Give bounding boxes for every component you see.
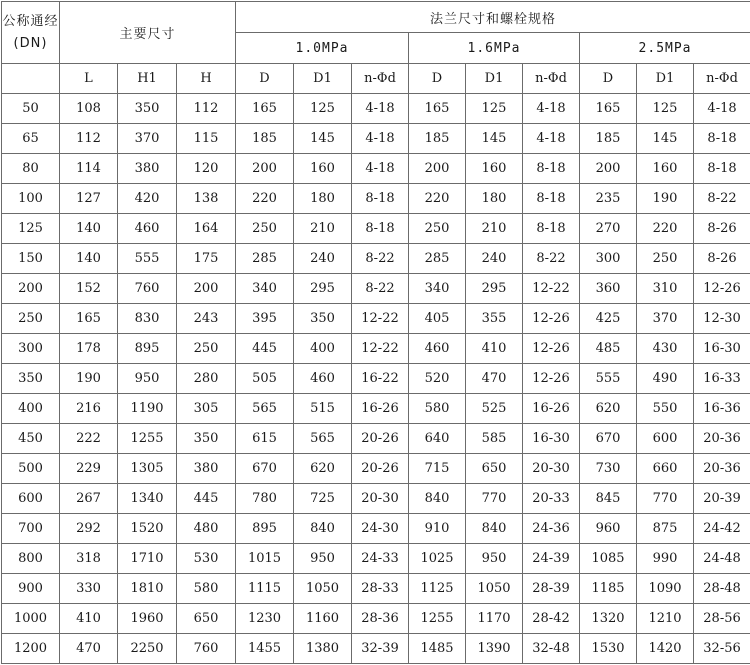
table-cell: 200 <box>409 154 466 184</box>
table-cell: 240 <box>466 244 523 274</box>
dn-cell: 900 <box>2 574 60 604</box>
table-cell: 12-26 <box>523 304 580 334</box>
table-cell: 525 <box>466 394 523 424</box>
table-cell: 220 <box>409 184 466 214</box>
table-cell: 28-36 <box>352 604 409 634</box>
table-cell: 460 <box>118 214 177 244</box>
dn-cell: 50 <box>2 94 60 124</box>
table-cell: 430 <box>637 334 694 364</box>
table-row <box>2 364 750 394</box>
table-cell: 185 <box>409 124 466 154</box>
table-cell: 565 <box>294 424 352 454</box>
dn-cell: 100 <box>2 184 60 214</box>
table-row <box>2 94 750 124</box>
table-cell: 1015 <box>236 544 294 574</box>
table-cell: 845 <box>580 484 637 514</box>
header-row-3 <box>2 64 750 94</box>
table-cell: 222 <box>60 424 118 454</box>
table-cell: 350 <box>294 304 352 334</box>
table-cell: 1305 <box>118 454 177 484</box>
table-cell: 580 <box>177 574 236 604</box>
table-cell: 12-26 <box>523 334 580 364</box>
table-cell: 405 <box>409 304 466 334</box>
column-header-cell <box>2 64 60 94</box>
table-row <box>2 484 750 514</box>
table-cell: 220 <box>236 184 294 214</box>
table-cell: 12-30 <box>694 304 750 334</box>
table-cell: 185 <box>236 124 294 154</box>
table-cell: 350 <box>177 424 236 454</box>
table-cell: 910 <box>409 514 466 544</box>
table-cell: 145 <box>466 124 523 154</box>
table-cell: 8-22 <box>352 274 409 304</box>
table-cell: 1380 <box>294 634 352 664</box>
table-cell: 360 <box>580 274 637 304</box>
table-cell: 20-30 <box>352 484 409 514</box>
table-cell: 20-26 <box>352 424 409 454</box>
table-cell: 1810 <box>118 574 177 604</box>
table-cell: 1050 <box>466 574 523 604</box>
table-cell: 425 <box>580 304 637 334</box>
table-cell: 1530 <box>580 634 637 664</box>
table-row <box>2 214 750 244</box>
dn-cell: 1000 <box>2 604 60 634</box>
column-header-d: D <box>580 64 637 94</box>
table-cell: 200 <box>236 154 294 184</box>
table-cell: 180 <box>294 184 352 214</box>
table-cell: 950 <box>466 544 523 574</box>
column-header-d1: D1 <box>637 64 694 94</box>
table-cell: 108 <box>60 94 118 124</box>
table-body <box>2 94 750 664</box>
table-cell: 650 <box>177 604 236 634</box>
table-cell: 8-18 <box>352 184 409 214</box>
dn-cell: 65 <box>2 124 60 154</box>
table-cell: 112 <box>177 94 236 124</box>
table-cell: 760 <box>118 274 177 304</box>
dn-cell: 300 <box>2 334 60 364</box>
table-cell: 8-18 <box>523 214 580 244</box>
table-cell: 1050 <box>294 574 352 604</box>
table-cell: 670 <box>236 454 294 484</box>
table-cell: 4-18 <box>523 124 580 154</box>
table-cell: 875 <box>637 514 694 544</box>
table-cell: 16-22 <box>352 364 409 394</box>
header-row-1 <box>2 2 750 33</box>
table-cell: 12-22 <box>523 274 580 304</box>
table-cell: 380 <box>118 154 177 184</box>
dn-cell: 1200 <box>2 634 60 664</box>
table-cell: 1185 <box>580 574 637 604</box>
table-cell: 960 <box>580 514 637 544</box>
table-cell: 20-33 <box>523 484 580 514</box>
column-header-h1: H1 <box>118 64 177 94</box>
table-cell: 28-39 <box>523 574 580 604</box>
table-cell: 165 <box>409 94 466 124</box>
table-cell: 1125 <box>409 574 466 604</box>
table-cell: 190 <box>60 364 118 394</box>
table-cell: 8-22 <box>352 244 409 274</box>
dn-cell: 500 <box>2 454 60 484</box>
table-row <box>2 634 750 664</box>
table-cell: 355 <box>466 304 523 334</box>
table-cell: 267 <box>60 484 118 514</box>
table-cell: 28-48 <box>694 574 750 604</box>
table-cell: 125 <box>637 94 694 124</box>
table-cell: 20-36 <box>694 424 750 454</box>
table-cell: 16-33 <box>694 364 750 394</box>
table-cell: 1255 <box>409 604 466 634</box>
table-cell: 4-18 <box>352 124 409 154</box>
table-cell: 480 <box>177 514 236 544</box>
table-cell: 1230 <box>236 604 294 634</box>
table-cell: 175 <box>177 244 236 274</box>
table-cell: 20-30 <box>523 454 580 484</box>
column-header-d1: D1 <box>466 64 523 94</box>
column-header-h: H <box>177 64 236 94</box>
dn-cell: 200 <box>2 274 60 304</box>
dn-cell: 800 <box>2 544 60 574</box>
table-cell: 840 <box>466 514 523 544</box>
table-cell: 32-39 <box>352 634 409 664</box>
table-cell: 280 <box>177 364 236 394</box>
table-cell: 127 <box>60 184 118 214</box>
table-cell: 114 <box>60 154 118 184</box>
table-cell: 1255 <box>118 424 177 454</box>
table-cell: 28-42 <box>523 604 580 634</box>
main-dimensions-header: 主要尺寸 <box>60 2 236 64</box>
table-cell: 1340 <box>118 484 177 514</box>
table-cell: 950 <box>118 364 177 394</box>
table-cell: 16-26 <box>523 394 580 424</box>
table-cell: 585 <box>466 424 523 454</box>
table-cell: 200 <box>177 274 236 304</box>
column-header-bolts: n-Φd <box>694 64 750 94</box>
dn-unit: (DN) <box>13 35 48 51</box>
table-cell: 380 <box>177 454 236 484</box>
table-row <box>2 244 750 274</box>
table-cell: 180 <box>466 184 523 214</box>
table-cell: 250 <box>177 334 236 364</box>
table-cell: 24-30 <box>352 514 409 544</box>
table-cell: 295 <box>466 274 523 304</box>
table-cell: 830 <box>118 304 177 334</box>
table-cell: 490 <box>637 364 694 394</box>
table-cell: 650 <box>466 454 523 484</box>
table-cell: 730 <box>580 454 637 484</box>
table-cell: 250 <box>409 214 466 244</box>
table-cell: 8-26 <box>694 214 750 244</box>
table-cell: 185 <box>580 124 637 154</box>
table-cell: 16-26 <box>352 394 409 424</box>
table-cell: 285 <box>409 244 466 274</box>
dn-cell: 700 <box>2 514 60 544</box>
table-cell: 470 <box>466 364 523 394</box>
table-cell: 615 <box>236 424 294 454</box>
table-cell: 530 <box>177 544 236 574</box>
table-cell: 20-39 <box>694 484 750 514</box>
table-cell: 8-22 <box>523 244 580 274</box>
table-cell: 115 <box>177 124 236 154</box>
table-cell: 715 <box>409 454 466 484</box>
table-cell: 190 <box>637 184 694 214</box>
table-cell: 565 <box>236 394 294 424</box>
table-cell: 16-30 <box>523 424 580 454</box>
table-cell: 370 <box>118 124 177 154</box>
table-cell: 340 <box>236 274 294 304</box>
table-cell: 160 <box>466 154 523 184</box>
table-cell: 165 <box>580 94 637 124</box>
table-cell: 1210 <box>637 604 694 634</box>
table-cell: 16-30 <box>694 334 750 364</box>
table-cell: 620 <box>580 394 637 424</box>
table-row <box>2 424 750 454</box>
table-cell: 1025 <box>409 544 466 574</box>
table-cell: 515 <box>294 394 352 424</box>
table-cell: 210 <box>294 214 352 244</box>
column-header-l: L <box>60 64 118 94</box>
table-cell: 340 <box>409 274 466 304</box>
table-cell: 8-18 <box>352 214 409 244</box>
table-cell: 485 <box>580 334 637 364</box>
table-cell: 840 <box>409 484 466 514</box>
table-cell: 1455 <box>236 634 294 664</box>
table-cell: 164 <box>177 214 236 244</box>
table-row <box>2 304 750 334</box>
table-cell: 1160 <box>294 604 352 634</box>
table-cell: 220 <box>637 214 694 244</box>
table-cell: 8-18 <box>523 184 580 214</box>
table-cell: 210 <box>466 214 523 244</box>
table-cell: 165 <box>60 304 118 334</box>
table-cell: 235 <box>580 184 637 214</box>
table-cell: 395 <box>236 304 294 334</box>
table-row <box>2 514 750 544</box>
table-cell: 460 <box>294 364 352 394</box>
table-cell: 145 <box>637 124 694 154</box>
table-cell: 445 <box>236 334 294 364</box>
table-cell: 1090 <box>637 574 694 604</box>
table-cell: 520 <box>409 364 466 394</box>
table-cell: 300 <box>580 244 637 274</box>
table-cell: 1710 <box>118 544 177 574</box>
table-cell: 1485 <box>409 634 466 664</box>
table-cell: 112 <box>60 124 118 154</box>
table-cell: 216 <box>60 394 118 424</box>
table-row <box>2 604 750 634</box>
table-cell: 370 <box>637 304 694 334</box>
table-cell: 178 <box>60 334 118 364</box>
table-cell: 400 <box>294 334 352 364</box>
table-cell: 12-26 <box>694 274 750 304</box>
table-cell: 1420 <box>637 634 694 664</box>
table-cell: 8-18 <box>523 154 580 184</box>
table-cell: 990 <box>637 544 694 574</box>
table-cell: 460 <box>409 334 466 364</box>
valve-dimension-table <box>1 1 750 664</box>
table-cell: 600 <box>637 424 694 454</box>
flange-header: 法兰尺寸和螺栓规格 <box>236 2 750 33</box>
table-cell: 8-18 <box>694 124 750 154</box>
table-row <box>2 184 750 214</box>
dn-cell: 250 <box>2 304 60 334</box>
dn-header-cell <box>2 2 60 64</box>
table-cell: 895 <box>118 334 177 364</box>
table-cell: 1520 <box>118 514 177 544</box>
table-cell: 285 <box>236 244 294 274</box>
table-cell: 305 <box>177 394 236 424</box>
table-cell: 1390 <box>466 634 523 664</box>
table-cell: 760 <box>177 634 236 664</box>
column-header-d1: D1 <box>294 64 352 94</box>
table-cell: 330 <box>60 574 118 604</box>
table-cell: 8-22 <box>694 184 750 214</box>
table-cell: 580 <box>409 394 466 424</box>
table-cell: 1960 <box>118 604 177 634</box>
dn-cell: 125 <box>2 214 60 244</box>
dn-cell: 80 <box>2 154 60 184</box>
table-row <box>2 274 750 304</box>
table-cell: 20-26 <box>352 454 409 484</box>
column-header-d: D <box>409 64 466 94</box>
spec-table-wrapper <box>1 1 750 664</box>
table-cell: 24-36 <box>523 514 580 544</box>
table-cell: 310 <box>637 274 694 304</box>
table-cell: 1190 <box>118 394 177 424</box>
table-cell: 16-36 <box>694 394 750 424</box>
table-cell: 250 <box>236 214 294 244</box>
table-cell: 1320 <box>580 604 637 634</box>
column-header-bolts: n-Φd <box>352 64 409 94</box>
table-cell: 4-18 <box>352 154 409 184</box>
table-cell: 1170 <box>466 604 523 634</box>
table-cell: 125 <box>466 94 523 124</box>
table-row <box>2 154 750 184</box>
table-cell: 555 <box>118 244 177 274</box>
table-cell: 24-42 <box>694 514 750 544</box>
table-cell: 660 <box>637 454 694 484</box>
table-cell: 770 <box>637 484 694 514</box>
table-cell: 1115 <box>236 574 294 604</box>
pressure-header-2-5: 2.5MPa <box>580 33 750 64</box>
table-row <box>2 334 750 364</box>
table-cell: 12-22 <box>352 334 409 364</box>
table-cell: 125 <box>294 94 352 124</box>
table-cell: 24-39 <box>523 544 580 574</box>
table-cell: 725 <box>294 484 352 514</box>
dn-cell: 150 <box>2 244 60 274</box>
table-cell: 140 <box>60 214 118 244</box>
table-cell: 420 <box>118 184 177 214</box>
table-cell: 270 <box>580 214 637 244</box>
pressure-header-1-6: 1.6MPa <box>409 33 580 64</box>
table-cell: 32-56 <box>694 634 750 664</box>
dn-cell: 450 <box>2 424 60 454</box>
column-header-d: D <box>236 64 294 94</box>
table-cell: 120 <box>177 154 236 184</box>
table-cell: 28-33 <box>352 574 409 604</box>
dn-cell: 600 <box>2 484 60 514</box>
table-cell: 292 <box>60 514 118 544</box>
column-header-bolts: n-Φd <box>523 64 580 94</box>
table-cell: 8-26 <box>694 244 750 274</box>
table-cell: 4-18 <box>694 94 750 124</box>
dn-cell: 400 <box>2 394 60 424</box>
table-row <box>2 574 750 604</box>
table-cell: 350 <box>118 94 177 124</box>
table-cell: 160 <box>637 154 694 184</box>
table-cell: 620 <box>294 454 352 484</box>
table-cell: 840 <box>294 514 352 544</box>
table-cell: 32-48 <box>523 634 580 664</box>
table-cell: 243 <box>177 304 236 334</box>
table-cell: 240 <box>294 244 352 274</box>
table-cell: 12-22 <box>352 304 409 334</box>
table-cell: 410 <box>60 604 118 634</box>
table-cell: 318 <box>60 544 118 574</box>
table-cell: 2250 <box>118 634 177 664</box>
table-cell: 4-18 <box>523 94 580 124</box>
table-cell: 24-33 <box>352 544 409 574</box>
table-cell: 445 <box>177 484 236 514</box>
table-row <box>2 124 750 154</box>
table-cell: 1085 <box>580 544 637 574</box>
table-cell: 4-18 <box>352 94 409 124</box>
dn-title: 公称通经 <box>2 13 59 29</box>
table-cell: 670 <box>580 424 637 454</box>
table-cell: 160 <box>294 154 352 184</box>
table-cell: 8-18 <box>694 154 750 184</box>
table-cell: 780 <box>236 484 294 514</box>
table-cell: 12-26 <box>523 364 580 394</box>
table-cell: 555 <box>580 364 637 394</box>
table-cell: 20-36 <box>694 454 750 484</box>
table-cell: 165 <box>236 94 294 124</box>
table-cell: 505 <box>236 364 294 394</box>
table-cell: 28-56 <box>694 604 750 634</box>
table-cell: 895 <box>236 514 294 544</box>
table-cell: 200 <box>580 154 637 184</box>
table-cell: 295 <box>294 274 352 304</box>
table-cell: 950 <box>294 544 352 574</box>
table-row <box>2 394 750 424</box>
table-cell: 24-48 <box>694 544 750 574</box>
table-cell: 140 <box>60 244 118 274</box>
table-cell: 152 <box>60 274 118 304</box>
table-row <box>2 454 750 484</box>
table-row <box>2 544 750 574</box>
table-cell: 550 <box>637 394 694 424</box>
pressure-header-1-0: 1.0MPa <box>236 33 409 64</box>
table-cell: 410 <box>466 334 523 364</box>
table-cell: 640 <box>409 424 466 454</box>
table-cell: 770 <box>466 484 523 514</box>
table-cell: 145 <box>294 124 352 154</box>
table-cell: 470 <box>60 634 118 664</box>
dn-cell: 350 <box>2 364 60 394</box>
table-cell: 138 <box>177 184 236 214</box>
table-cell: 229 <box>60 454 118 484</box>
table-cell: 250 <box>637 244 694 274</box>
